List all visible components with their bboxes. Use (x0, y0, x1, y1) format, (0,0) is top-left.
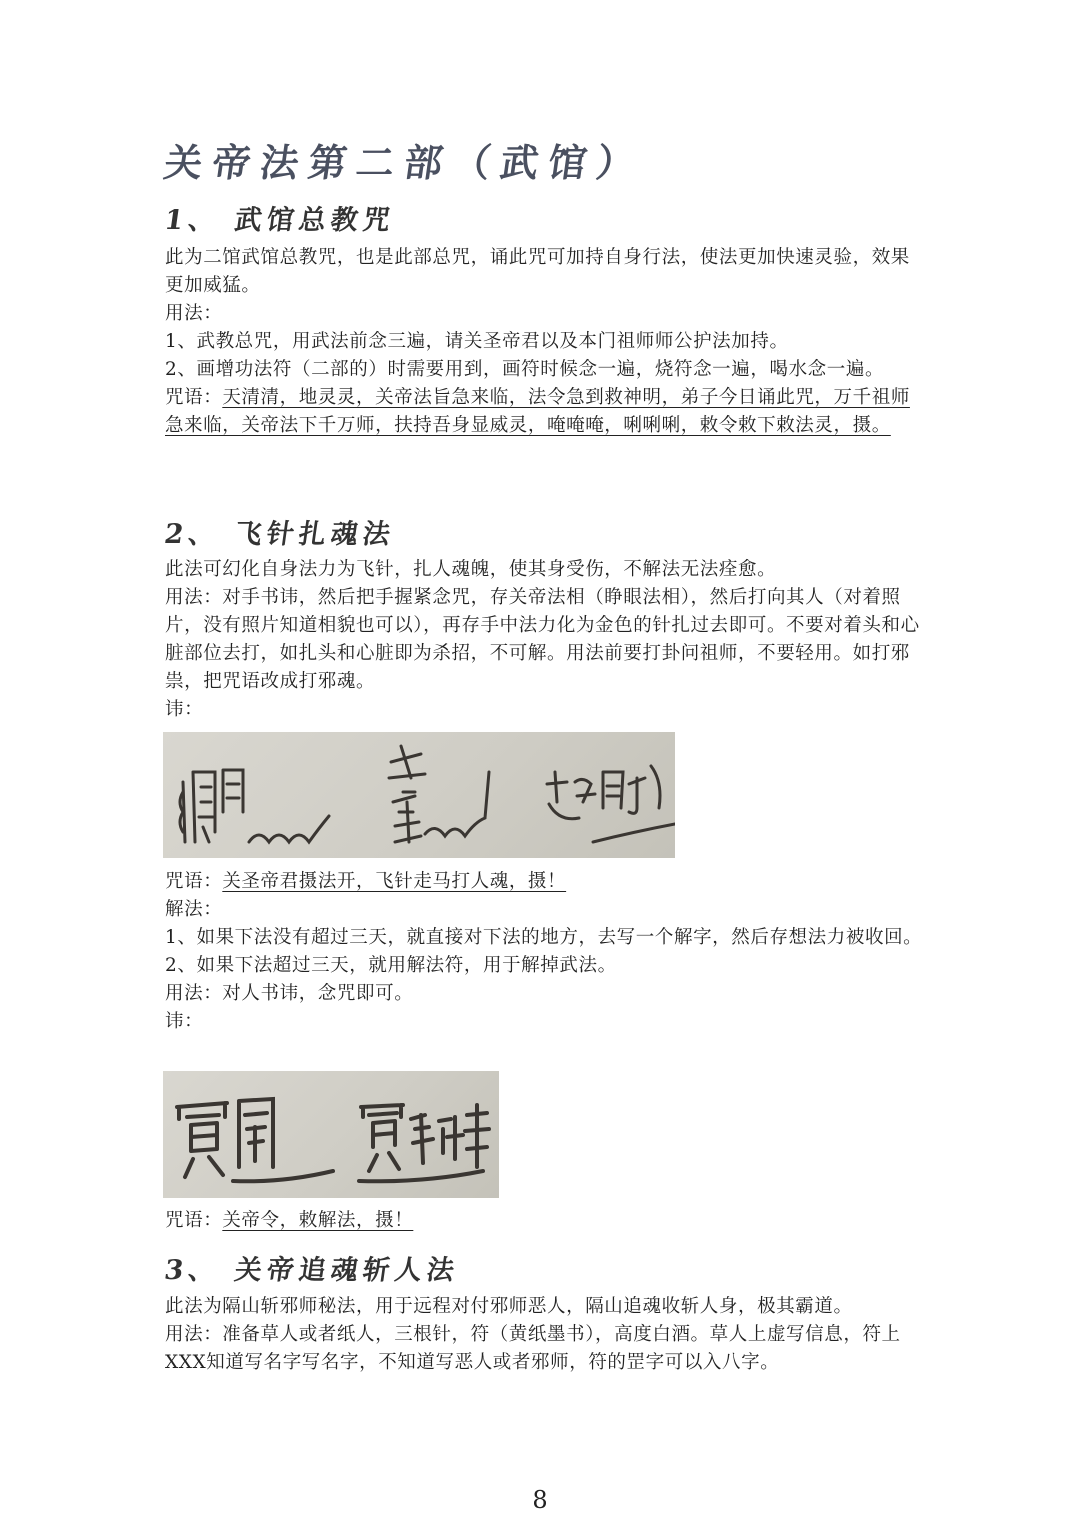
jiefa-usage: 用法：对人书讳，念咒即可。 (165, 983, 414, 1004)
talisman-image-1 (163, 732, 675, 858)
section-2-hui-label: 讳： (165, 699, 204, 720)
section-3-usage: 用法：准备草人或者纸人，三根针，符（黄纸墨书），高度白酒。草人上虚写信息，符上XXX知道写名字写名字，不知道写恶人或者邪师，符的罡字可以入八字。 (165, 1324, 901, 1373)
section-1-mantra (165, 384, 925, 440)
page-title: 关帝法第二部（武馆） (161, 140, 648, 185)
section-2-intro: 此法可幻化自身法力为飞针，扎人魂魄，使其身受伤，不解法无法痊愈。 (165, 559, 777, 580)
section-1-usage-2: 2、画增功法符（二部的）时需要用到，画符时候念一遍，烧符念一遍，喝水念一遍。 (165, 359, 885, 380)
section-2-body-2 (165, 868, 925, 1036)
mantra-text: 天清清，地灵灵，关帝法旨急来临，法令急到救神明，弟子今日诵此咒，万千祖师急来临，关帝法下千万师，扶持吾身显威灵，唵唵唵，唎唎唎，敕令敕下敕法灵，摄。 (165, 387, 910, 436)
mantra-label: 咒语： (165, 1210, 223, 1231)
mantra-label: 咒语： (165, 871, 223, 892)
section-1-usage-label: 用法： (165, 303, 223, 324)
jiefa-label: 解法： (165, 899, 223, 920)
jiefa-1: 1、如果下法没有超过三天，就直接对下法的地方，去写一个解字，然后存想法力被收回。 (165, 927, 923, 948)
hui-2-label: 讳： (165, 1011, 204, 1032)
section-1-intro: 此为二馆武馆总教咒，也是此部总咒，诵此咒可加持自身行法，使法更加快速灵验，效果更加威猛。 (165, 247, 910, 296)
section-3-heading: 3、 关帝追魂斩人法 (162, 1255, 461, 1286)
jiefa-2: 2、如果下法超过三天，就用解法符，用于解掉武法。 (165, 955, 617, 976)
page-number: 8 (532, 1486, 548, 1514)
section-3-body (165, 1293, 925, 1377)
mantra-label: 咒语： (165, 387, 223, 408)
section-2-body-3 (165, 1207, 925, 1235)
section-2-usage: 用法：对手书讳，然后把手握紧念咒，存关帝法相（睁眼法相），然后打向其人（对着照片，没有照片知道相貌也可以），再存手中法力化为金色的针扎过去即可。不要对着头和心脏部位去打，如扎头和心脏即为杀招，不可解。用法前要打卦问祖师，不要轻用。如打邪祟，把咒语改成打邪魂。 (165, 587, 920, 692)
section-1-usage-1: 1、武教总咒，用武法前念三遍，请关圣帝君以及本门祖师师公护法加持。 (165, 331, 789, 352)
section-1-heading: 1、 武馆总教咒 (162, 205, 397, 236)
mantra-text: 关帝令，敕解法，摄！ (222, 1210, 414, 1231)
section-2-heading: 2、 飞针扎魂法 (162, 519, 397, 550)
mantra-text: 关圣帝君摄法开，飞针走马打人魂，摄！ (222, 871, 567, 892)
section-2-mantra-2 (165, 1207, 925, 1235)
section-1-body (165, 244, 925, 440)
section-3-intro: 此法为隔山斩邪师秘法，用于远程对付邪师恶人，隔山追魂收斩人身，极其霸道。 (165, 1296, 853, 1317)
section-2-mantra (165, 868, 925, 896)
talisman-image-2 (163, 1071, 499, 1198)
section-2-body (165, 556, 925, 724)
